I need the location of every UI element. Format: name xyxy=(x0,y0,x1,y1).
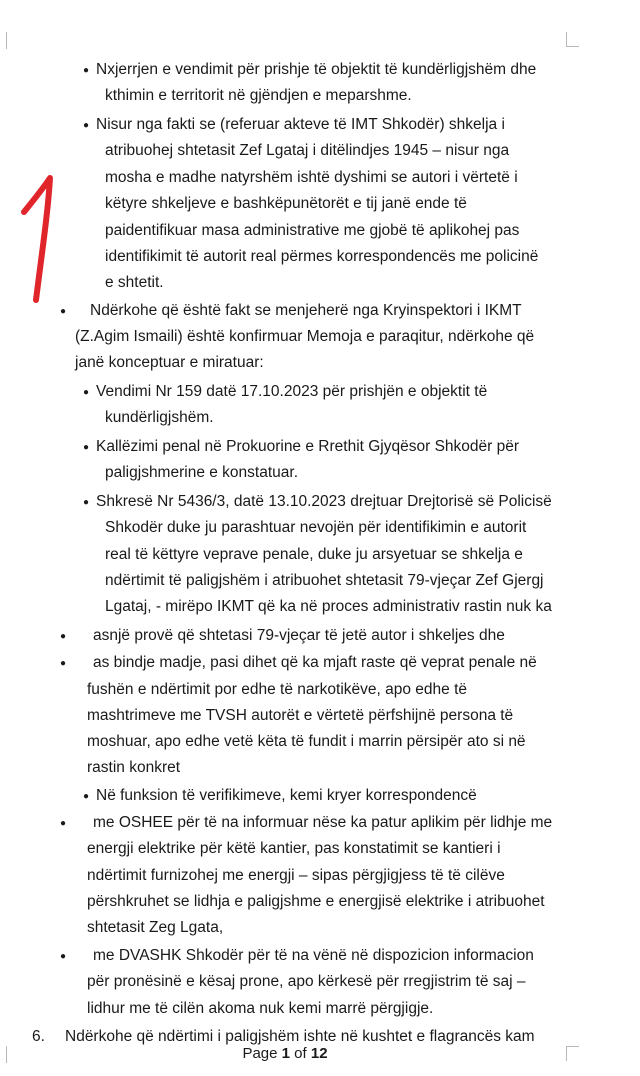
text-line: mashtrimeve me TVSH autorët e vërtetë përfshijnë persona të xyxy=(87,707,514,724)
text-line: identifikimit të autorit real përmes korrespondencës me policinë xyxy=(105,248,539,265)
list-number: 6. xyxy=(32,1028,45,1045)
text-line: Vendimi Nr 159 datë 17.10.2023 për prishjën e objektit të xyxy=(96,383,488,400)
page-prefix: Page xyxy=(242,1045,282,1062)
text-line: Ndërkohe që është fakt se menjeherë nga Kryinspektori i IKMT xyxy=(90,302,522,319)
bullet-icon: ● xyxy=(83,497,90,508)
text-line: kundërligjshëm. xyxy=(105,409,214,426)
text-line: janë konceptuar e miratuar: xyxy=(75,354,264,371)
text-line: (Z.Agim Ismaili) është konfirmuar Memoja e paraqitur, ndërkohe që xyxy=(75,328,535,345)
text-line: Ndërkohe që ndërtimi i paligjshëm ishte në kushtet e flagrancës kam xyxy=(65,1028,535,1045)
bullet-icon: ● xyxy=(60,951,67,962)
text-line: asnjë provë që shtetasi 79-vjeçar të jetë autor i shkeljes dhe xyxy=(93,627,505,644)
text-line: kthimin e territorit në gjëndjen e meparshme. xyxy=(105,87,412,104)
text-line: Kallëzimi penal në Prokuorine e Rrethit Gjyqësor Shkodër për xyxy=(96,438,520,455)
page-of: of xyxy=(290,1045,311,1062)
bullet-icon: ● xyxy=(83,387,90,398)
bullet-icon: ● xyxy=(60,658,67,669)
text-line: moshuar, apo edhe vetë këta të fundit i marrin përsipër ato si në xyxy=(87,733,526,750)
text-line: ndërtimit furnizohej me energji – sipas përgjigjess të të cilëve xyxy=(87,867,505,884)
text-line: Në funksion të verifikimeve, kemi kryer korrespondencë xyxy=(96,787,477,804)
bullet-icon: ● xyxy=(83,65,90,76)
text-line: Nxjerrjen e vendimit për prishje të objektit të kundërligjshëm dhe xyxy=(96,61,537,78)
page-current: 1 xyxy=(281,1045,290,1062)
bullet-icon: ● xyxy=(83,442,90,453)
text-line: e shtetit. xyxy=(105,274,164,291)
handwritten-mark xyxy=(18,172,68,307)
page-indicator xyxy=(0,1044,570,1064)
text-line: përshkruhet se lidhja e paligjshme e energjisë elektrike i atribuohet xyxy=(87,893,545,910)
text-line: për pronësinë e kësaj prone, apo kërkesë për rregjistrim të saj – xyxy=(87,973,526,990)
text-line: me OSHEE për të na informuar nëse ka patur aplikim për lidhje me xyxy=(93,814,553,831)
text-line: ndërtimit të paligjshëm i atribuohet shtetasit 79-vjeçar Zef Gjergj xyxy=(105,572,544,589)
text-line: rastin konkret xyxy=(87,759,181,776)
text-line: këtyre shkeljeve e bashkëpunëtorët e tij janë ende të xyxy=(105,195,467,212)
bullet-icon: ● xyxy=(60,631,67,642)
bullet-icon: ● xyxy=(83,120,90,131)
text-line: Lgataj, - mirëpo IKMT që ka në proces administrativ rastin nuk ka xyxy=(105,598,552,615)
text-line: atribuohej shtetasit Zef Lgataj i ditëlindjes 1945 – nisur nga xyxy=(105,142,510,159)
bullet-icon: ● xyxy=(60,306,67,317)
text-line: Shkresë Nr 5436/3, datë 13.10.2023 drejtuar Drejtorisë së Policisë xyxy=(96,493,552,510)
text-line: fushën e ndërtimit por edhe të narkotikëve, apo edhe të xyxy=(87,681,467,698)
text-line: Nisur nga fakti se (referuar akteve të IMT Shkodër) shkelja i xyxy=(96,116,505,133)
text-line: shtetasit Zeg Lgata, xyxy=(87,919,224,936)
text-line: Shkodër duke ju parashtuar nevojën për identifikimin e autorit xyxy=(105,519,527,536)
text-line: energji elektrike për këtë kantier, pas konstatimit se kantieri i xyxy=(87,840,501,857)
text-line: lidhur me të cilën akoma nuk kemi marrë përgjigje. xyxy=(87,1000,434,1017)
bullet-icon: ● xyxy=(60,818,67,829)
page-total: 12 xyxy=(310,1045,328,1062)
text-line: mosha e madhe natyrshëm ishtë dyshimi se autori i vërtetë i xyxy=(105,169,518,186)
text-line: me DVASHK Shkodër për të na vënë në dispozicion informacion xyxy=(93,947,534,964)
text-line: real të këttyre veprave penale, duke ju arsyetuar se shkelja e xyxy=(105,546,523,563)
text-line: paligjshmerine e konstatuar. xyxy=(105,464,299,481)
margin-corner-top-right xyxy=(566,32,579,47)
text-line: as bindje madje, pasi dihet që ka mjaft raste që veprat penale në xyxy=(93,654,537,671)
margin-corner-top-left xyxy=(6,32,7,49)
bullet-icon: ● xyxy=(83,791,90,802)
text-line: paidentifikuar masa administrative me gjobë të aplikohej pas xyxy=(105,222,520,239)
